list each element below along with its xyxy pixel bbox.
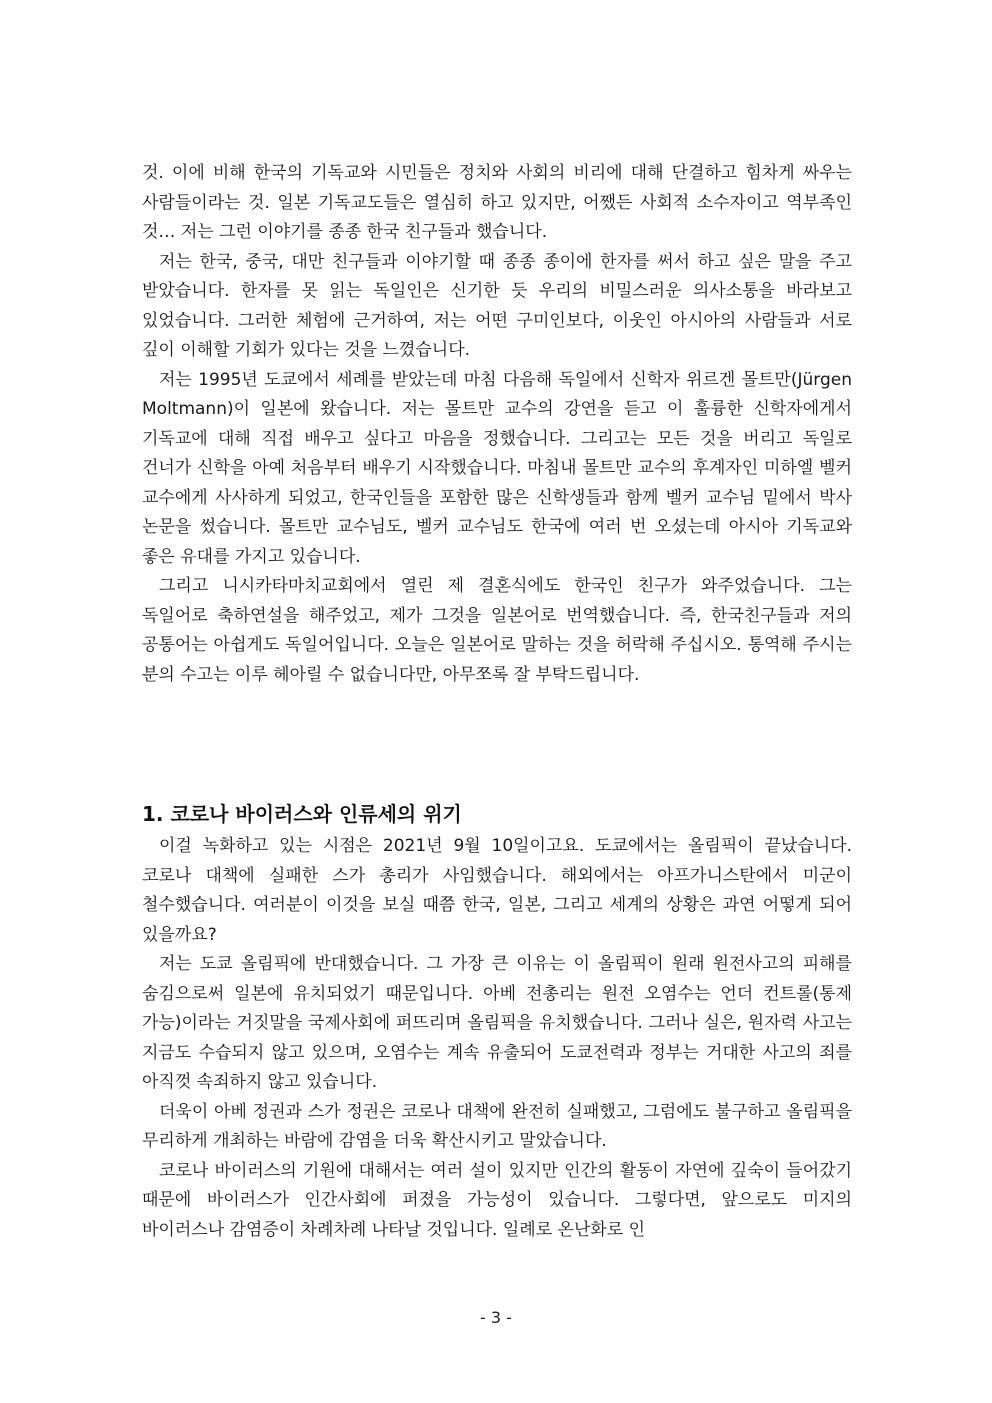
paragraph: 그리고 니시카타마치교회에서 열린 제 결혼식에도 한국인 친구가 와주었습니다. 그는 독일어로 축하연설을 해주었고, 제가 그것을 일본어로 번역했습니다. 즉, 한국친구들과 저의 공통어는 아쉽게도 독일어입니다. 오늘은 일본어로 말하는 것을 허락해 주십시오. 통역해 주시는 분의 수고는 이루 헤아릴 수 없습니다만, 아무쪼록 잘 부탁드립니다. [142,576,852,685]
page-number: - 3 - [480,1308,512,1327]
intro-text [142,159,852,690]
paragraph: 저는 도쿄 올림픽에 반대했습니다. 그 가장 큰 이유는 이 올림픽이 원래 원전사고의 피해를 숨김으로써 일본에 유치되었기 때문입니다. 아베 전총리는 원전 오염수는 언더 컨트롤(통제 가능)이라는 거짓말을 국제사회에 퍼뜨리며 올림픽을 유치했습니다. 그러나 실은, 원자력 사고는 지금도 수습되지 않고 있으며, 오염수는 계속 유출되어 도쿄전력과 정부는 거대한 사고의 죄를 아직껏 속죄하지 않고 있습니다. [142,954,852,1092]
paragraph: 저는 한국, 중국, 대만 친구들과 이야기할 때 종종 종이에 한자를 써서 하고 싶은 말을 주고 받았습니다. 한자를 못 읽는 독일인은 신기한 듯 우리의 비밀스러운 의사소통을 바라보고 있었습니다. 그러한 체험에 근거하여, 저는 어떤 구미인보다, 이웃인 아시아의 사람들과 서로 깊이 이해할 기회가 있다는 것을 느꼈습니다. [142,251,852,360]
section-body [142,832,852,1245]
paragraph: 코로나 바이러스의 기원에 대해서는 여러 설이 있지만 인간의 활동이 자연에 깊숙이 들어갔기 때문에 바이러스가 인간사회에 퍼졌을 가능성이 있습니다. 그렇다면, 앞으로도 미지의 바이러스나 감염증이 차례차례 나타날 것입니다. 일례로 온난화로 인 [142,1160,852,1240]
paragraph: 더욱이 아베 정권과 스가 정권은 코로나 대책에 완전히 실패했고, 그럼에도 불구하고 올림픽을 무리하게 개최하는 바람에 감염을 더욱 확산시키고 말았습니다. [142,1101,852,1151]
section-heading: 1. 코로나 바이러스와 인류세의 위기 [142,802,462,826]
paragraph: 이걸 녹화하고 있는 시점은 2021년 9월 10일이고요. 도쿄에서는 올림픽이 끝났습니다. 코로나 대책에 실패한 스가 총리가 사임했습니다. 해외에서는 아프가니스탄에서 미군이 철수했습니다. 여러분이 이것을 보실 때쯤 한국, 일본, 그리고 세계의 상황은 과연 어떻게 되어 있을까요? [142,836,852,945]
paragraph: 것. 이에 비해 한국의 기독교와 시민들은 정치와 사회의 비리에 대해 단결하고 힘차게 싸우는 사람들이라는 것. 일본 기독교도들은 열심히 하고 있지만, 어쨌든 사회적 소수자이고 역부족인 것… 저는 그런 이야기를 종종 한국 친구들과 했습니다. [142,163,852,242]
paragraph: 저는 1995년 도쿄에서 세례를 받았는데 마침 다음해 독일에서 신학자 위르겐 몰트만(Jürgen Moltmann)이 일본에 왔습니다. 저는 몰트만 교수의 강연을 듣고 이 훌륭한 신학자에게서 기독교에 대해 직접 배우고 싶다고 마음을 정했습니다. 그리고는 모든 것을 버리고 독일로 건너가 신학을 아예 처음부터 배우기 시작했습니다. 마침내 몰트만 교수의 후계자인 미하엘 벨커 교수에게 사사하게 되었고, 한국인들을 포함한 많은 신학생들과 함께 벨커 교수님 밑에서 박사 논문을 썼습니다. 몰트만 교수님도, 벨커 교수님도 한국에 여러 번 오셨는데 아시아 기독교와 좋은 유대를 가지고 있습니다. [142,369,852,567]
